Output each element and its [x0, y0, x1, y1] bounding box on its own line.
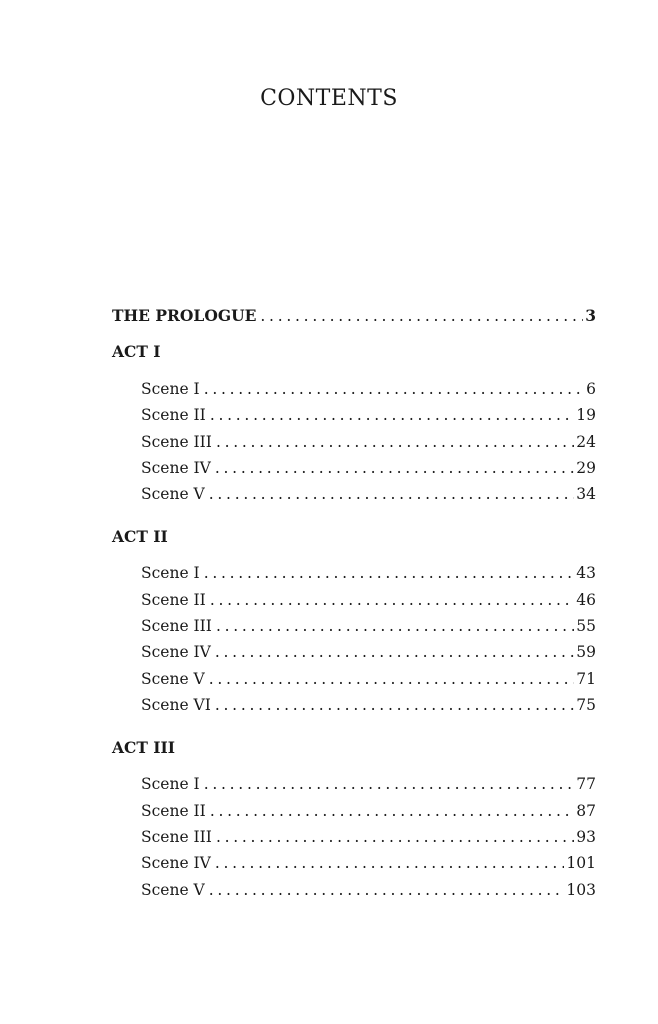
dot-leader [210, 402, 574, 428]
toc-entry-prologue [112, 303, 596, 329]
page-title: CONTENTS [260, 86, 398, 111]
dot-leader [204, 376, 584, 402]
toc-page-number: 71 [576, 669, 596, 688]
toc-entry-label: Scene IV [141, 643, 211, 662]
dot-leader [209, 877, 565, 903]
act-heading: ACT I [112, 342, 161, 362]
dot-leader [210, 587, 574, 613]
toc-page-number: 93 [576, 827, 596, 846]
toc-entry-label: Scene I [141, 564, 200, 583]
toc-entry-label: Scene VI [141, 696, 211, 715]
toc-entry-label: Scene IV [141, 854, 211, 873]
toc-entry-label: THE PROLOGUE [112, 306, 257, 325]
toc-page-number: 59 [576, 643, 596, 662]
dot-leader [210, 798, 574, 824]
toc-entry-label: Scene II [141, 801, 206, 820]
toc-entry-scene [112, 587, 596, 613]
toc-page-number: 19 [576, 406, 596, 425]
toc-entry-scene [112, 771, 596, 797]
toc-entry-scene [112, 798, 596, 824]
dot-leader [215, 639, 574, 665]
toc-entry-scene [112, 692, 596, 718]
toc-entry-label: Scene III [141, 617, 212, 636]
toc-entry-scene [112, 481, 596, 507]
table-of-contents [112, 303, 596, 919]
toc-page-number: 75 [576, 696, 596, 715]
toc-entry-label: Scene III [141, 827, 212, 846]
dot-leader [204, 771, 575, 797]
toc-page-number: 6 [586, 379, 596, 398]
dot-leader [209, 666, 575, 692]
toc-entry-scene [112, 455, 596, 481]
dot-leader [216, 824, 574, 850]
toc-entry-scene [112, 850, 596, 876]
toc-entry-scene [112, 666, 596, 692]
act-group-1 [112, 339, 596, 507]
toc-page-number: 24 [576, 432, 596, 451]
toc-page-number: 103 [566, 880, 596, 899]
toc-entry-scene [112, 560, 596, 586]
toc-entry-label: Scene II [141, 406, 206, 425]
toc-entry-scene [112, 639, 596, 665]
toc-entry-scene [112, 877, 596, 903]
toc-entry-label: Scene III [141, 432, 212, 451]
toc-page-number: 3 [585, 306, 596, 325]
toc-entry-label: Scene I [141, 379, 200, 398]
toc-page-number: 43 [576, 564, 596, 583]
toc-entry-label: Scene IV [141, 459, 211, 478]
toc-entry-scene [112, 402, 596, 428]
act-heading: ACT II [112, 526, 168, 546]
toc-entry-scene [112, 613, 596, 639]
dot-leader [215, 692, 574, 718]
toc-entry-label: Scene I [141, 775, 200, 794]
dot-leader [260, 303, 583, 329]
toc-page-number: 87 [576, 801, 596, 820]
dot-leader [215, 850, 565, 876]
act-group-3 [112, 735, 596, 903]
dot-leader [204, 560, 575, 586]
toc-entry-label: Scene II [141, 590, 206, 609]
toc-entry-label: Scene V [141, 485, 205, 504]
toc-page-number: 29 [576, 459, 596, 478]
act-group-2 [112, 524, 596, 719]
toc-page-number: 34 [576, 485, 596, 504]
dot-leader [216, 429, 574, 455]
toc-entry-scene [112, 376, 596, 402]
act-heading: ACT III [112, 737, 176, 757]
dot-leader [209, 481, 575, 507]
toc-page-number: 101 [566, 854, 596, 873]
toc-entry-label: Scene V [141, 669, 205, 688]
toc-entry-scene [112, 429, 596, 455]
toc-page-number: 55 [576, 617, 596, 636]
toc-page-number: 46 [576, 590, 596, 609]
toc-entry-label: Scene V [141, 880, 205, 899]
dot-leader [215, 455, 574, 481]
dot-leader [216, 613, 574, 639]
toc-page-number: 77 [576, 775, 596, 794]
toc-entry-scene [112, 824, 596, 850]
